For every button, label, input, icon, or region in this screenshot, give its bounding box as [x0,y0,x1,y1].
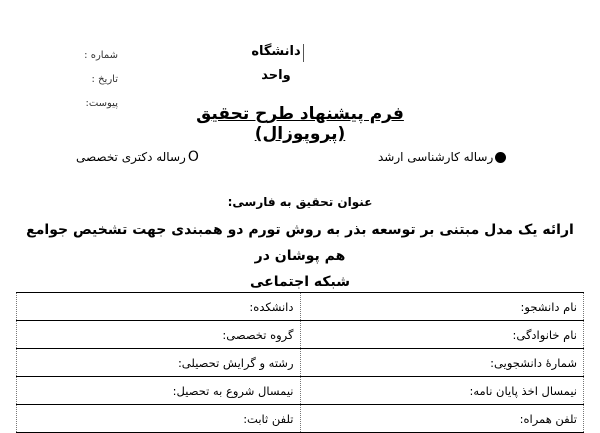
subject-title-line-2: شبکه اجتماعی [250,274,350,290]
landline-phone-field[interactable]: تلفن ثابت: [17,405,301,433]
thesis-semester-field[interactable]: نیمسال اخذ پایان نامه: [300,377,584,405]
faculty-field[interactable]: دانشکده: [17,293,301,321]
attachment-label: پیوست: [85,98,118,109]
date-label: تاریخ : [91,74,118,85]
mobile-phone-field[interactable]: تلفن همراه: [300,405,584,433]
table-row [17,321,584,349]
table-row [17,349,584,377]
phd-label: رساله دکتری تخصصی [76,150,186,164]
start-semester-field[interactable]: نیمسال شروع به تحصیل: [17,377,301,405]
subject-title [20,217,580,295]
student-id-field[interactable]: شمارهٔ دانشجویی: [300,349,584,377]
radio-unselected-icon[interactable]: O [187,149,199,165]
table-row [17,377,584,405]
masters-option[interactable] [378,150,506,164]
table-row [17,405,584,433]
number-label: شماره : [84,50,118,61]
subject-label: عنوان تحقیق به فارسی: [227,195,373,209]
phd-option[interactable] [76,150,199,164]
family-name-field[interactable]: نام خانوادگی: [300,321,584,349]
university-label: دانشگاه [251,44,301,59]
student-info-table [16,292,584,433]
form-title: فرم پیشنهاد طرح تحقیق (پروپوزال) [196,104,404,144]
masters-label: رساله کارشناسی ارشد [378,150,494,164]
student-name-field[interactable]: نام دانشجو: [300,293,584,321]
department-field[interactable]: گروه تخصصی: [17,321,301,349]
radio-selected-icon[interactable] [495,152,506,163]
divider [303,44,304,62]
subject-title-line-1: ارائه یک مدل مبتنی بر توسعه بذر به روش تورم دو همبندی جهت تشخیص جوامع هم پوشان در [26,222,574,264]
table-row [17,293,584,321]
unit-label: واحد [261,68,291,83]
major-field[interactable]: رشته و گرایش تحصیلی: [17,349,301,377]
